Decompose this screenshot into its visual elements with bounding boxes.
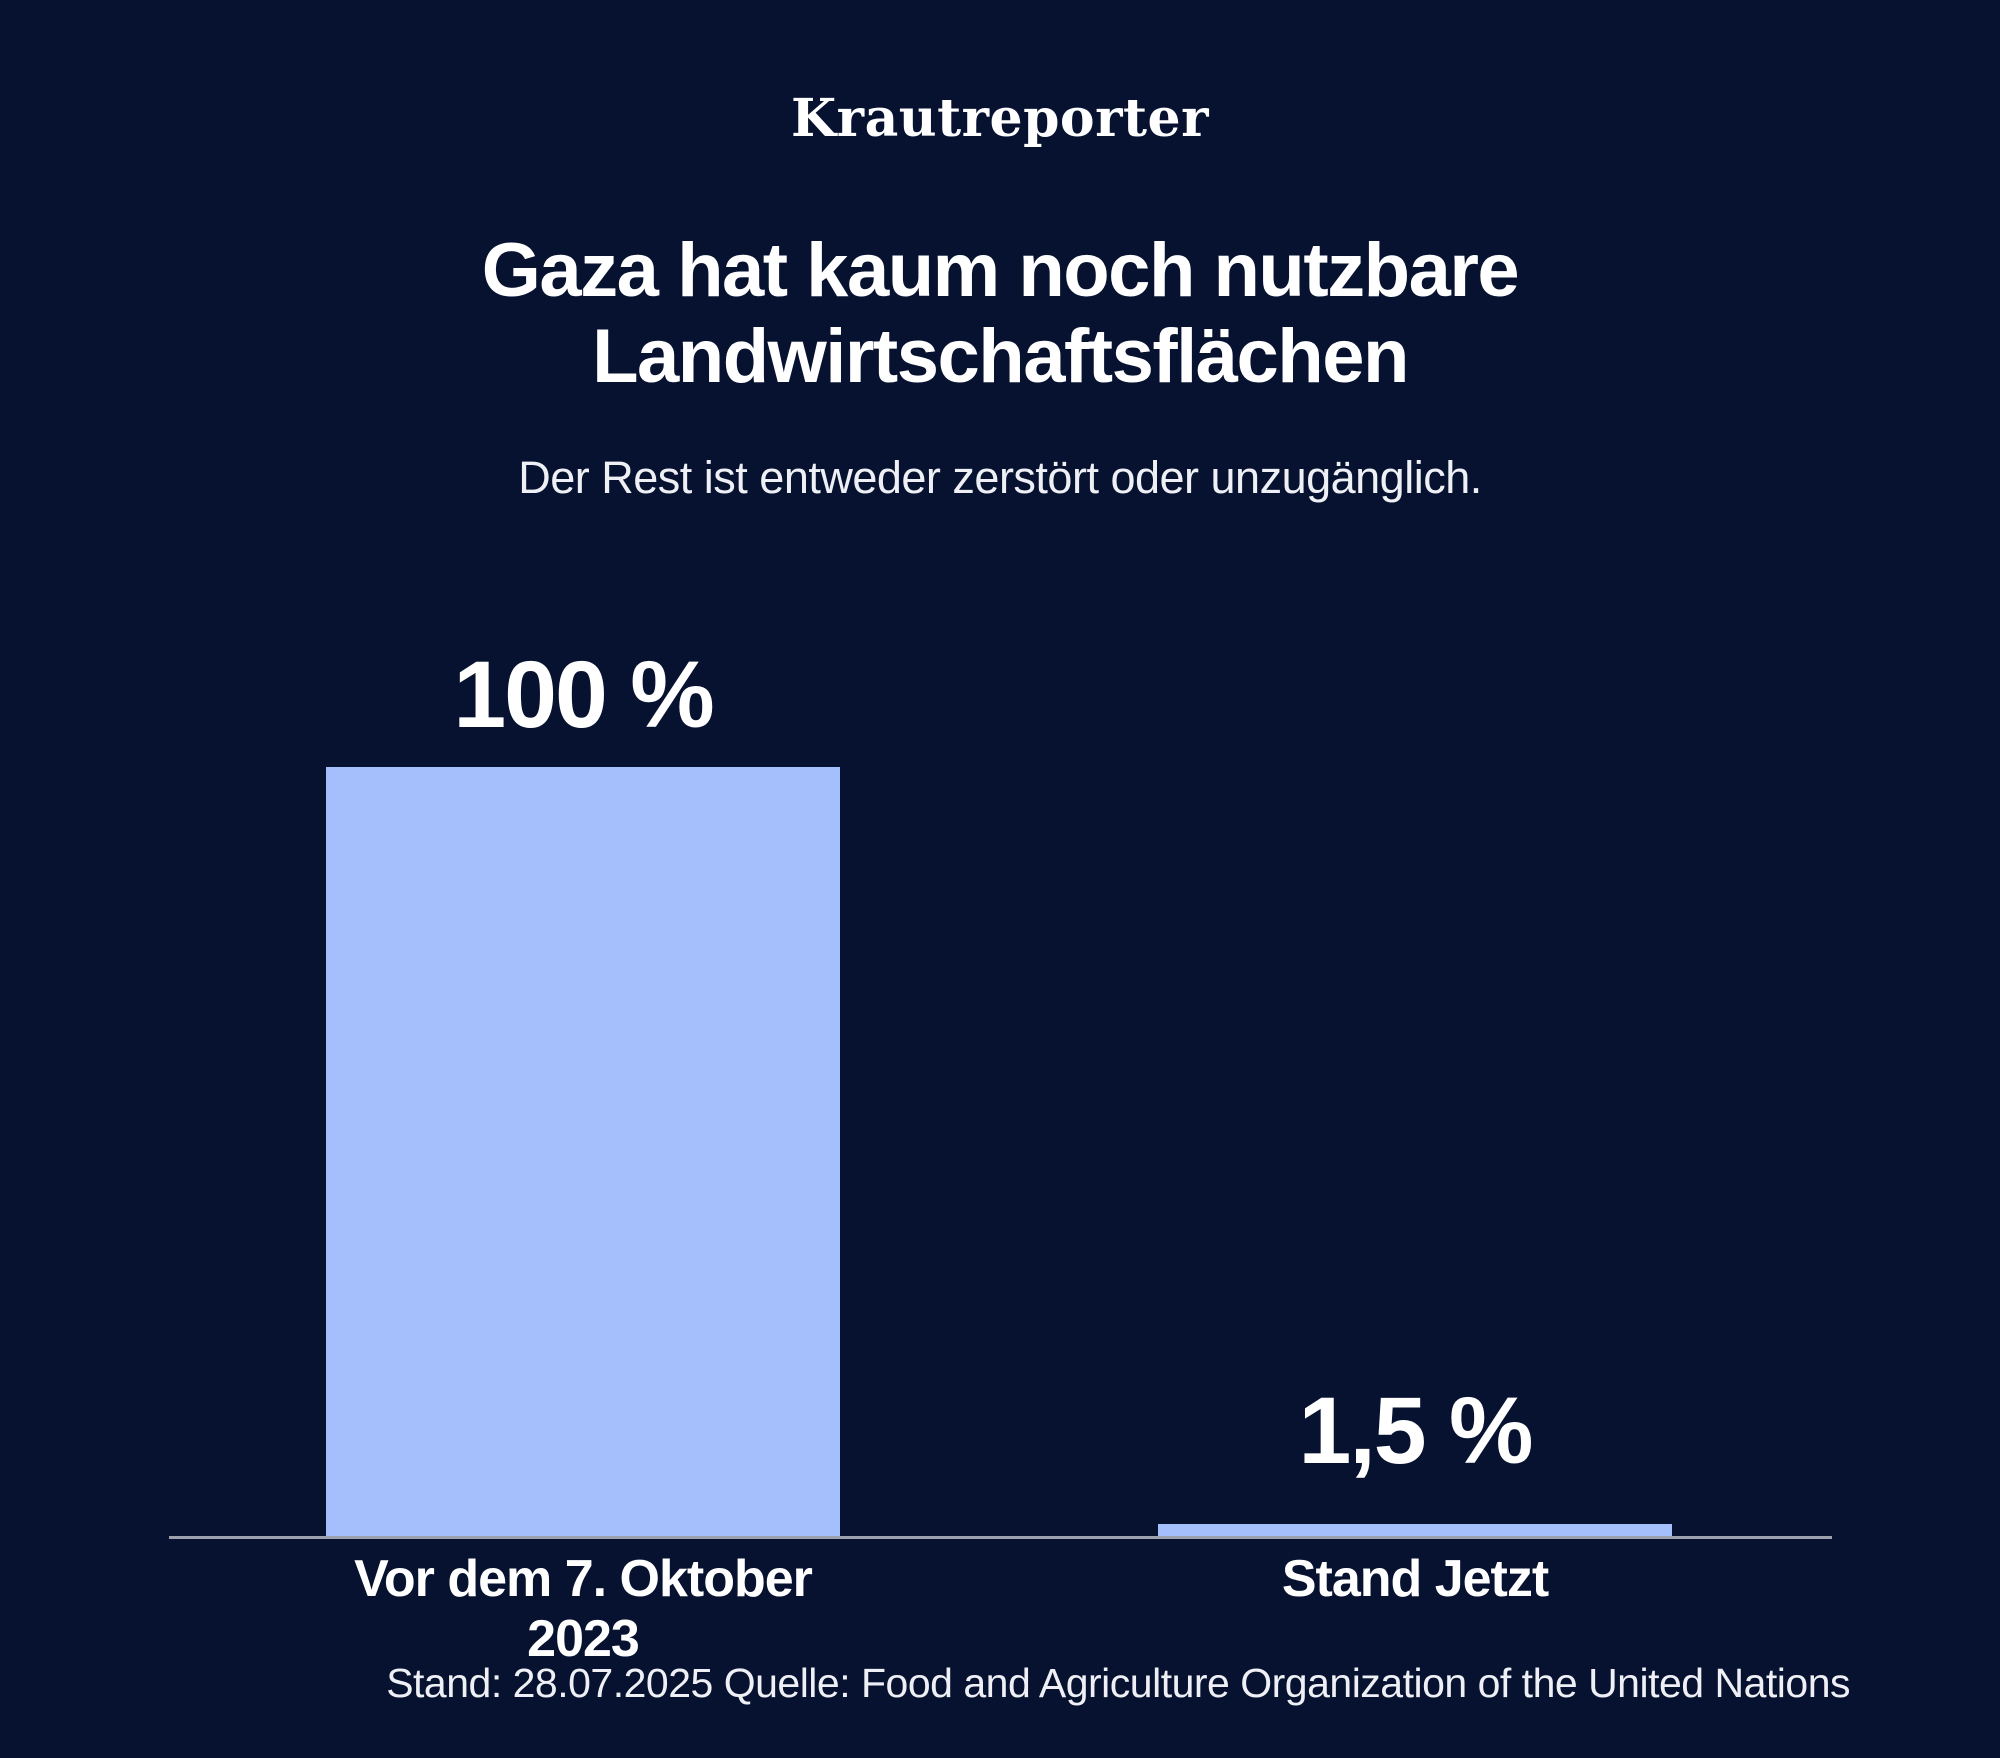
chart-title [0, 228, 2000, 400]
bar-before-october [326, 767, 840, 1536]
chart-subtitle: Der Rest ist entweder zerstört oder unzugänglich. [518, 452, 1482, 503]
x-axis-line [169, 1536, 1832, 1539]
category-label-before: Vor dem 7. Oktober 2023 [354, 1550, 812, 1668]
bar-value-label-now: 1,5 % [1298, 1378, 1532, 1484]
bar-value-label-before: 100 % [453, 642, 713, 748]
chart-title-line2: Landwirtschaftsflächen [592, 313, 1408, 399]
bar-now [1158, 1524, 1672, 1536]
krautreporter-logo: Krautreporter [790, 88, 1210, 149]
chart-title-line1: Gaza hat kaum noch nutzbare [481, 228, 1519, 313]
source-note: Stand: 28.07.2025 Quelle: Food and Agriculture Organization of the United Nations [386, 1660, 1850, 1706]
category-label-now: Stand Jetzt [1281, 1550, 1549, 1608]
